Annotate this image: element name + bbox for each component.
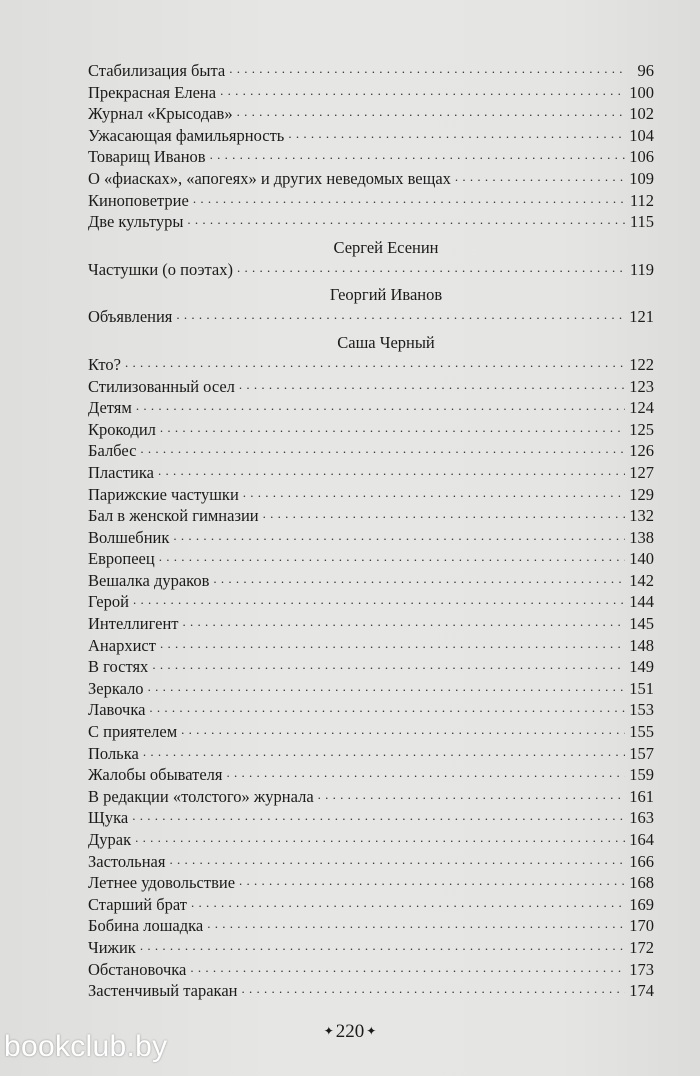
toc-entry[interactable] [88, 937, 654, 959]
entry-title: Старший брат [88, 894, 188, 914]
dot-leader [190, 961, 625, 975]
toc-entry[interactable] [88, 440, 654, 462]
dot-leader [149, 702, 625, 716]
dot-leader [239, 875, 625, 889]
dot-leader [220, 84, 625, 98]
entry-page-number: 145 [629, 614, 654, 634]
entry-page-number: 121 [629, 307, 654, 327]
entry-page-number: 155 [629, 722, 654, 742]
toc-entry[interactable] [88, 60, 654, 82]
dot-leader [132, 810, 625, 824]
entry-page-number: 164 [629, 830, 654, 849]
dot-leader [187, 214, 625, 228]
entry-page-number: 169 [629, 894, 654, 914]
entry-title: Стабилизация быта [88, 61, 226, 80]
toc-entry[interactable] [88, 894, 654, 916]
entry-page-number: 138 [629, 527, 654, 547]
dot-leader [237, 106, 626, 120]
entry-title: Обстановочка [88, 959, 187, 979]
toc-entry[interactable] [88, 764, 654, 786]
entry-page-number: 151 [629, 678, 654, 698]
dot-leader [158, 465, 625, 479]
entry-title: Детям [88, 398, 132, 418]
entry-title: О «фиасках», «апогеях» и других неведомых вещах [88, 168, 451, 188]
entry-page-number: 161 [629, 786, 654, 806]
entry-page-number: 163 [629, 808, 654, 828]
entry-page-number: 172 [629, 937, 654, 957]
dot-leader [148, 680, 626, 694]
entry-title: Лавочка [88, 700, 146, 720]
toc-entry[interactable] [88, 613, 654, 635]
toc-entry[interactable] [88, 397, 654, 419]
entry-title: Прекрасная Елена [88, 82, 217, 102]
entry-title: Товарищ Иванов [88, 147, 206, 167]
dot-leader [455, 171, 625, 185]
entry-page-number: 129 [629, 484, 654, 504]
toc-entry[interactable] [88, 527, 654, 549]
entry-title: Жалобы обывателя [88, 765, 223, 785]
dot-leader [125, 357, 625, 371]
toc-entry[interactable] [88, 548, 654, 570]
entry-title: Кто? [88, 354, 121, 374]
dot-leader [133, 594, 625, 608]
ornament-right-icon: ✦ [366, 1024, 377, 1038]
entry-title: Щука [88, 808, 129, 828]
entry-page-number: 119 [629, 259, 654, 279]
toc-entry[interactable] [88, 306, 654, 328]
toc-entry[interactable] [88, 743, 654, 765]
entry-title: Частушки (о поэтах) [88, 259, 234, 279]
entry-title: Стилизованный осел [88, 376, 235, 396]
entry-title: Застольная [88, 851, 166, 871]
toc-entry[interactable] [88, 786, 654, 808]
entry-page-number: 159 [629, 765, 654, 785]
entry-page-number: 124 [629, 398, 654, 418]
entry-title: Киноповетрие [88, 190, 189, 210]
toc-entry[interactable] [88, 211, 654, 233]
entry-page-number: 166 [629, 851, 654, 871]
toc-entry[interactable] [88, 635, 654, 657]
toc-entry[interactable] [88, 505, 654, 527]
toc-entry[interactable] [88, 376, 654, 398]
entry-title: Две культуры [88, 212, 184, 232]
entry-page-number: 153 [629, 700, 654, 720]
dot-leader [136, 400, 625, 414]
toc-entry[interactable] [88, 980, 654, 1002]
entry-page-number: 104 [629, 125, 654, 145]
toc-entry[interactable] [88, 807, 654, 829]
dot-leader [229, 63, 626, 77]
toc-entry[interactable] [88, 570, 654, 592]
watermark: bookclub.by [4, 1030, 168, 1063]
toc-entry[interactable] [88, 354, 654, 376]
dot-leader [143, 745, 625, 759]
entry-page-number: 126 [629, 441, 654, 461]
entry-title: Волшебник [88, 527, 170, 547]
entry-page-number: 173 [629, 959, 654, 979]
dot-leader [239, 378, 625, 392]
entry-title: Европеец [88, 549, 155, 569]
toc-entry[interactable] [88, 851, 654, 873]
entry-page-number: 115 [629, 212, 654, 232]
entry-title: С приятелем [88, 722, 178, 742]
toc-entry[interactable] [88, 484, 654, 506]
toc-entry[interactable] [88, 829, 654, 851]
entry-title: Застенчивый таракан [88, 981, 238, 1001]
dot-leader [135, 832, 625, 846]
entry-page-number: 170 [629, 916, 654, 936]
entry-page-number: 132 [629, 506, 654, 526]
entry-title: Бобина лошадка [88, 916, 204, 936]
toc-entry[interactable] [88, 103, 654, 125]
author-heading: Сергей Есенин [333, 237, 439, 257]
toc-entry[interactable] [88, 656, 654, 678]
entry-title: Анархист [88, 635, 156, 655]
dot-leader [183, 616, 626, 630]
entry-page-number: 106 [629, 147, 654, 167]
toc-entry[interactable] [88, 872, 654, 894]
entry-title: Интеллигент [88, 614, 179, 634]
toc-entry[interactable] [88, 959, 654, 981]
toc-entry[interactable] [88, 146, 654, 168]
entry-page-number: 144 [629, 592, 654, 612]
entry-title: Чижик [88, 937, 136, 957]
dot-leader [152, 659, 625, 673]
toc-entry[interactable] [88, 915, 654, 937]
entry-title: Вешалка дураков [88, 570, 210, 590]
table-of-contents [88, 60, 654, 1002]
dot-leader [207, 918, 625, 932]
dot-leader [243, 486, 625, 500]
entry-title: Объявления [88, 307, 173, 327]
entry-title: Парижские частушки [88, 484, 239, 504]
toc-entry[interactable] [88, 721, 654, 743]
entry-page-number: 125 [629, 419, 654, 439]
dot-leader [263, 508, 626, 522]
toc-entry[interactable] [88, 678, 654, 700]
entry-title: Журнал «Крысодав» [88, 104, 233, 124]
toc-entry[interactable] [88, 462, 654, 484]
ornament-left-icon: ✦ [323, 1024, 334, 1038]
entry-page-number: 157 [629, 743, 654, 763]
entry-title: Летнее удовольствие [88, 873, 236, 893]
entry-page-number: 102 [629, 104, 654, 124]
entry-page-number: 140 [629, 549, 654, 569]
dot-leader [318, 788, 626, 802]
dot-leader [159, 551, 626, 565]
dot-leader [160, 637, 625, 651]
toc-entry[interactable] [88, 168, 654, 190]
dot-leader [213, 572, 625, 586]
dot-leader [176, 309, 625, 323]
entry-page-number: 123 [629, 376, 654, 396]
dot-leader [227, 767, 626, 781]
entry-title: Пластика [88, 462, 154, 482]
dot-leader [241, 983, 625, 997]
entry-page-number: 112 [629, 190, 654, 210]
toc-entry[interactable] [88, 190, 654, 212]
dot-leader [160, 421, 625, 435]
dot-leader [173, 529, 625, 543]
entry-title: Балбес [88, 441, 137, 461]
dot-leader [210, 149, 626, 163]
entry-title: В гостях [88, 657, 149, 677]
entry-page-number: 109 [629, 168, 654, 188]
author-heading: Георгий Иванов [329, 285, 443, 305]
entry-page-number: 100 [629, 82, 654, 102]
dot-leader [191, 896, 625, 910]
entry-title: В редакции «толстого» журнала [88, 786, 314, 806]
toc-entry[interactable] [88, 419, 654, 441]
entry-title: Ужасающая фамильярность [88, 125, 285, 145]
dot-leader [140, 940, 625, 954]
entry-title: Зеркало [88, 678, 144, 698]
dot-leader [169, 853, 625, 867]
entry-page-number: 148 [629, 635, 654, 655]
toc-entry[interactable] [88, 125, 654, 147]
dot-leader [193, 192, 626, 206]
entry-title: Герой [88, 592, 129, 612]
toc-entry[interactable] [88, 591, 654, 613]
dot-leader [140, 443, 625, 457]
entry-page-number: 174 [629, 981, 654, 1001]
entry-page-number: 127 [629, 462, 654, 482]
page-number-value: 220 [335, 1021, 365, 1042]
toc-entry[interactable] [88, 259, 654, 281]
entry-page-number: 149 [629, 657, 654, 677]
author-heading: Саша Черный [337, 332, 435, 352]
dot-leader [237, 261, 626, 275]
entry-title: Крокодил [88, 419, 156, 439]
entry-title: Бал в женской гимназии [88, 506, 259, 526]
entry-page-number: 96 [637, 61, 654, 80]
entry-page-number: 122 [629, 354, 654, 374]
toc-entry[interactable] [88, 699, 654, 721]
entry-page-number: 168 [629, 873, 654, 893]
entry-title: Дурак [88, 830, 132, 849]
toc-entry[interactable] [88, 82, 654, 104]
dot-leader [181, 724, 625, 738]
entry-page-number: 142 [629, 570, 654, 590]
entry-title: Полька [88, 743, 139, 763]
dot-leader [288, 127, 625, 141]
